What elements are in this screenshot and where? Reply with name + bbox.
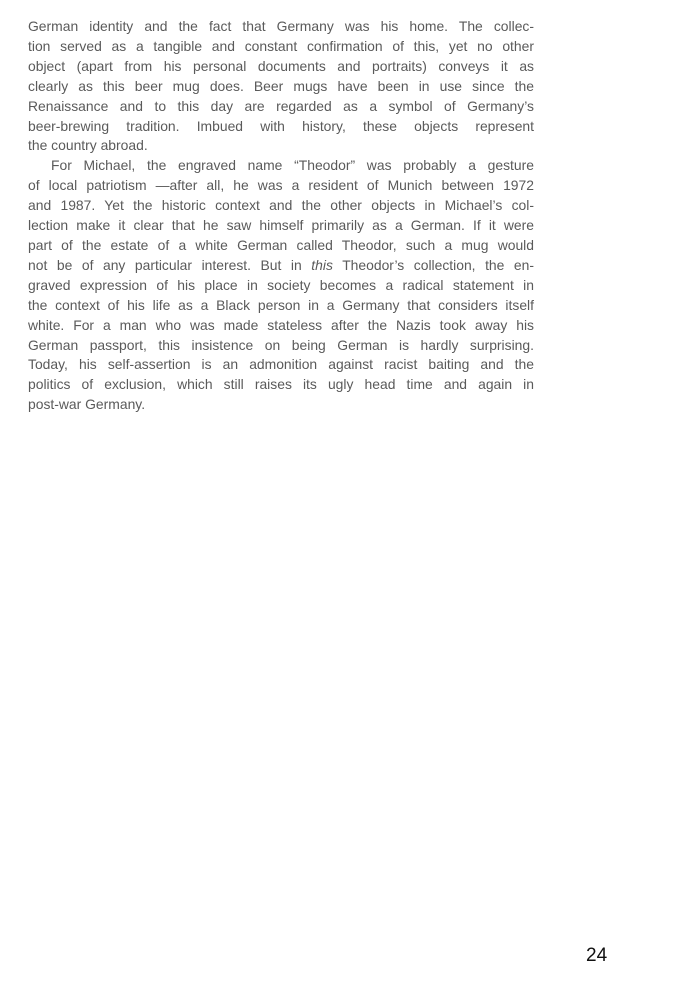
text-line: post-war Germany. [28,396,146,413]
page-number: 24 [586,945,608,966]
text-segment: not be of any particular interest. But in [28,256,302,273]
text-line: white. For a man who was made stateless after the Nazis took away his [28,316,534,333]
text-line: tion served as a tangible and constant confirmation of this, yet no other [28,37,534,54]
body-text [28,17,534,415]
text-line: Renaissance and to this day are regarded as a symbol of Germany’s [28,97,534,114]
text-line: and 1987. Yet the historic context and the other objects in Michael’s col- [28,197,534,214]
text-segment: Theodor’s collection, the en- [332,256,535,273]
text-line-with-italic [28,256,534,276]
text-line: the context of his life as a Black person in a Germany that considers itself [28,296,534,313]
text-line: of local patriotism —after all, he was a resident of Munich between 1972 [28,177,534,194]
text-line: German passport, this insistence on being German is hardly surprising. [28,336,534,353]
text-line: part of the estate of a white German called Theodor, such a mug would [28,236,534,253]
text-line: object (apart from his personal documents and portraits) conveys it as [28,57,534,74]
text-line: beer-brewing tradition. Imbued with history, these objects represent [28,117,534,134]
text-line: lection make it clear that he saw himself primarily as a German. If it were [28,217,534,234]
text-line: politics of exclusion, which still raises its ugly head time and again in [28,376,534,393]
text-line: graved expression of his place in society becomes a radical statement in [28,276,534,293]
text-line: the country abroad. [28,137,148,154]
text-line: German identity and the fact that Germany was his home. The collec- [28,18,534,34]
italic-emphasis: this [311,256,333,273]
text-line: For Michael, the engraved name “Theodor” was probably a gesture [51,157,534,174]
text-line: Today, his self-assertion is an admonition against racist baiting and the [28,356,534,373]
text-line: clearly as this beer mug does. Beer mugs have been in use since the [28,77,534,94]
